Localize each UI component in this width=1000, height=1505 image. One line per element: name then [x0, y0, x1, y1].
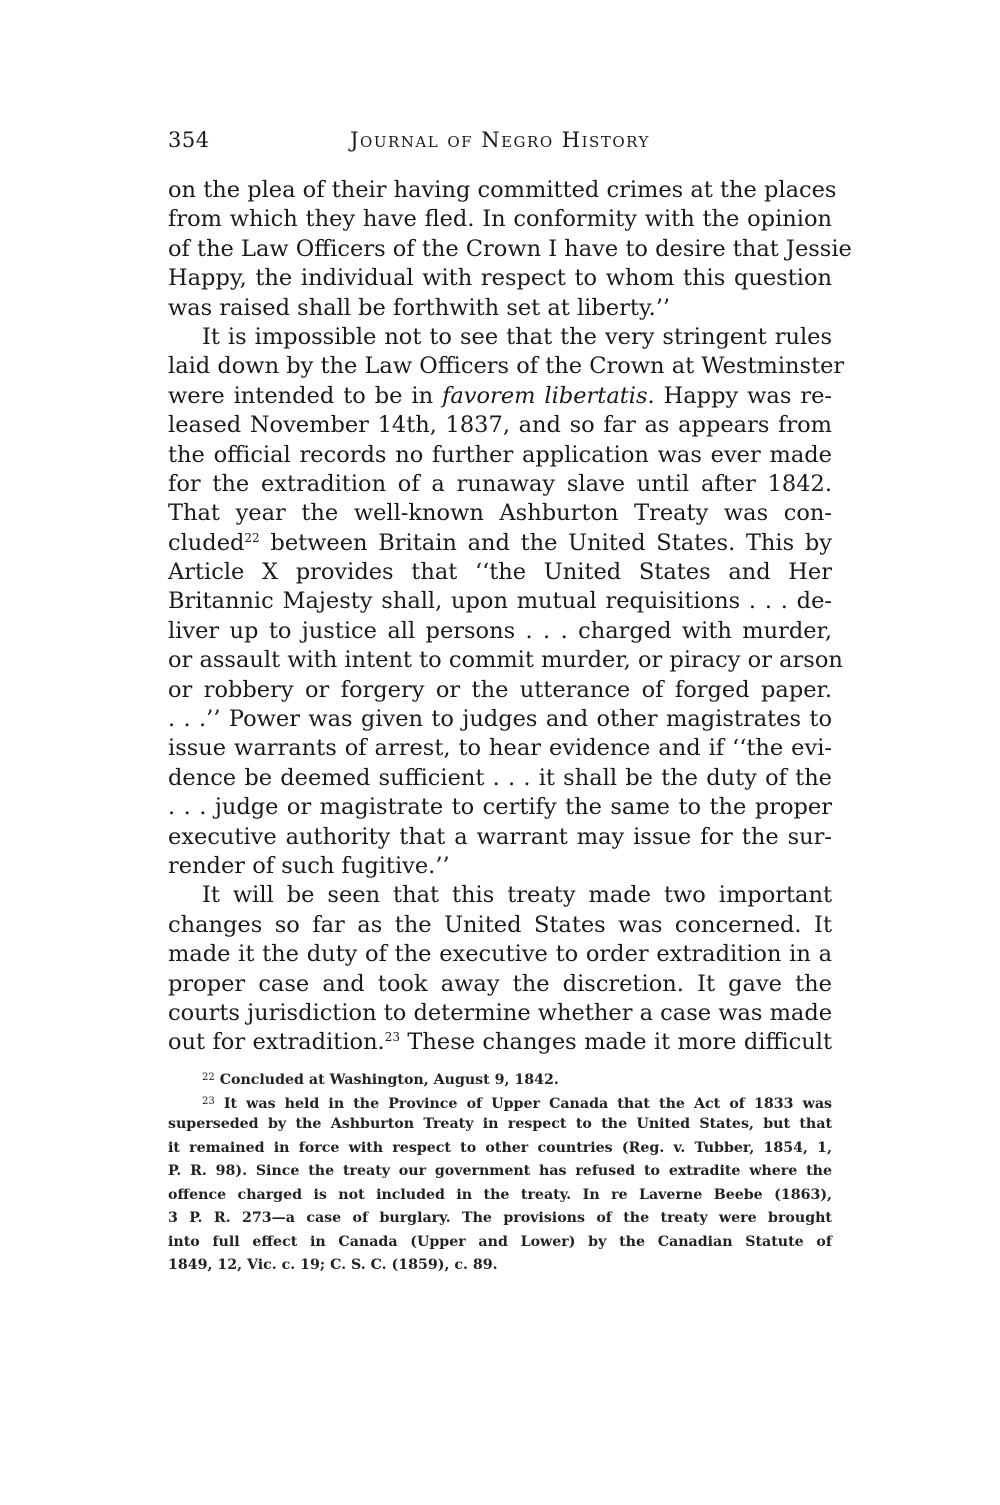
footnote-line: it remained in force with respect to other countries (Reg. v. Tubber, 1854, 1,	[168, 1139, 832, 1156]
text-line: from which they have fled. In conformity with the opinion	[168, 206, 832, 233]
running-head: Journal of Negro History	[350, 128, 650, 152]
text-run: out for extradition.	[168, 1029, 385, 1056]
text-run: These changes made it more difficult	[400, 1029, 832, 1056]
text-line: . . . judge or magistrate to certify the same to the proper	[168, 794, 832, 821]
text-line: liver up to justice all persons . . . charged with murder,	[168, 617, 832, 644]
text-line: dence be deemed sufficient . . . it shall be the duty of the	[168, 764, 832, 791]
footnote-line: offence charged is not included in the treaty. In re Laverne Beebe (1863),	[168, 1186, 832, 1203]
text-line: on the plea of their having committed crimes at the places	[168, 177, 837, 203]
text-run: cluded	[168, 529, 245, 556]
text-line: . . .’’ Power was given to judges and other magistrates to	[168, 706, 832, 733]
text-line: the official records no further application was ever made	[168, 441, 832, 468]
text-line: Britannic Majesty shall, upon mutual requisitions . . . de-	[168, 588, 832, 615]
text-line: executive authority that a warrant may issue for the sur-	[168, 823, 832, 850]
footnote-ref-23[interactable]: 23	[384, 1030, 400, 1045]
footnote-22	[168, 1066, 832, 1090]
text-line	[168, 529, 832, 558]
text-line: Happy, the individual with respect to whom this question	[168, 265, 832, 292]
paragraph-start: It will be seen that this treaty made two important	[202, 882, 832, 909]
text-line: or assault with intent to commit murder, or piracy or arson	[168, 647, 843, 674]
footnote-line: 3 P. R. 273—a case of burglary. The provisions of the treaty were brought	[168, 1210, 832, 1226]
footnote-text: Concluded at Washington, August 9, 1842.	[219, 1072, 559, 1088]
footnote-23	[168, 1090, 832, 1114]
body-text	[168, 176, 852, 1058]
text-line: leased November 14th, 1837, and so far as appears from	[168, 412, 832, 439]
italic-phrase: favorem libertatis.	[442, 382, 655, 409]
footnote-line: 1849, 12, Vic. c. 19; C. S. C. (1859), c. 89.	[168, 1257, 498, 1273]
text-line: made it the duty of the executive to order extradition in a	[168, 941, 832, 968]
footnote-line: superseded by the Ashburton Treaty in respect to the United States, but that	[168, 1116, 832, 1132]
text-line: was raised shall be forthwith set at liberty.’’	[168, 294, 671, 321]
text-line: of the Law Officers of the Crown I have to desire that Jessie	[168, 235, 852, 262]
footnotes	[168, 1066, 832, 1278]
text-line: issue warrants of arrest, to hear evidence and if ‘‘the evi-	[168, 735, 832, 762]
text-run: Happy was re-	[654, 382, 832, 409]
footnote-number: 22	[202, 1072, 215, 1083]
text-line: That year the well-known Ashburton Treaty was con-	[168, 500, 832, 527]
text-line: for the extradition of a runaway slave until after 1842.	[168, 470, 832, 497]
text-line	[168, 382, 832, 411]
text-line: proper case and took away the discretion. It gave the	[168, 970, 832, 997]
footnote-line: P. R. 98). Since the treaty our government has refused to extradite where the	[168, 1163, 832, 1179]
text-line: Article X provides that ‘‘the United States and Her	[168, 559, 832, 586]
text-line: courts jurisdiction to determine whether a case was made	[168, 999, 833, 1026]
text-line: or robbery or forgery or the utterance of forged paper.	[168, 676, 832, 703]
text-line: changes so far as the United States was concerned. It	[168, 911, 832, 938]
page-number: 354	[168, 128, 210, 152]
footnote-number: 23	[202, 1095, 215, 1107]
text-run: were intended to be in	[168, 382, 443, 409]
text-line: laid down by the Law Officers of the Crown at Westminster	[168, 353, 845, 380]
footnote-ref-22[interactable]: 22	[244, 530, 260, 545]
footnote-text: It was held in the Province of Upper Canada that the Act of 1833 was	[223, 1095, 832, 1112]
text-line: render of such fugitive.’’	[168, 852, 450, 879]
paragraph-start: It is impossible not to see that the very stringent rules	[202, 323, 832, 350]
text-line	[168, 1028, 832, 1057]
footnote-line: into full effect in Canada (Upper and Lower) by the Canadian Statute of	[168, 1233, 832, 1250]
page-header	[168, 128, 832, 158]
text-run: between Britain and the United States. This by	[259, 529, 832, 556]
